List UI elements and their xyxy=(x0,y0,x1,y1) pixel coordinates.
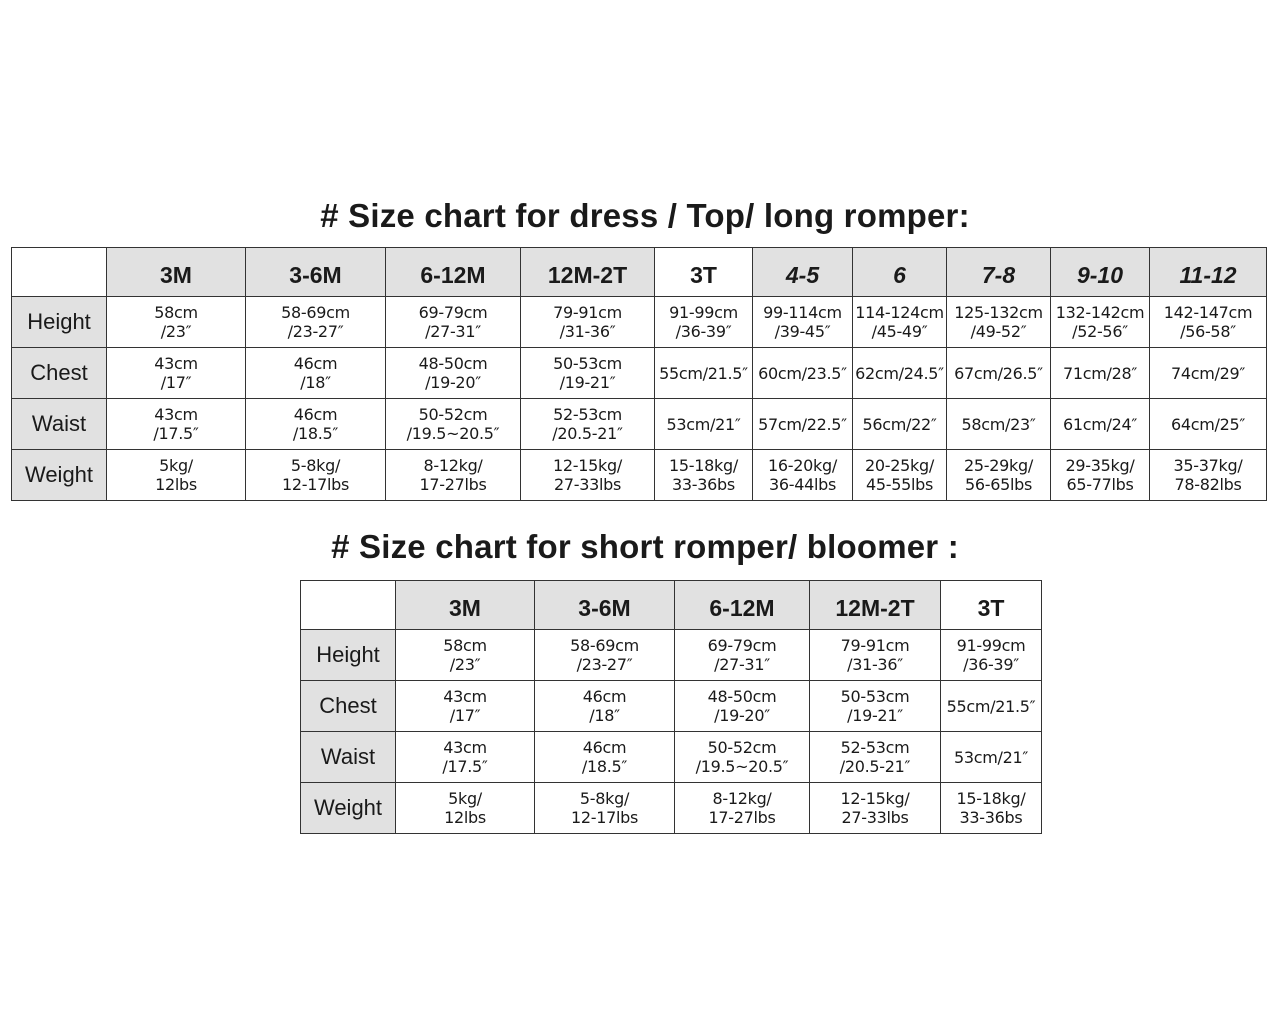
value-line-2: 27-33lbs xyxy=(553,475,622,494)
size-value-cell xyxy=(521,297,655,348)
size-value-cell xyxy=(521,450,655,501)
size-value-cell xyxy=(655,399,753,450)
value-line-1: 74cm/29″ xyxy=(1170,363,1246,383)
value-line-2: /31-36″ xyxy=(847,655,903,674)
corner-cell xyxy=(301,581,396,630)
size-header: 4-5 xyxy=(753,248,853,297)
size-value-cell xyxy=(810,783,941,834)
size-value-cell xyxy=(655,348,753,399)
value-line-1: 62cm/24.5″ xyxy=(855,363,944,383)
value-line-1: 52-53cm xyxy=(840,738,910,757)
value-line-1: 52-53cm xyxy=(553,405,622,424)
value-line-1: 15-18kg/ xyxy=(956,789,1026,808)
value-line-2: /17″ xyxy=(449,706,481,725)
value-line-2: 17-27lbs xyxy=(708,808,776,827)
value-line-1: 114-124cm xyxy=(855,303,944,322)
size-value-cell xyxy=(753,450,853,501)
size-header: 9-10 xyxy=(1051,248,1150,297)
value-line-2: /17″ xyxy=(160,373,192,392)
value-line-1: 55cm/21.5″ xyxy=(659,363,748,383)
value-line-2: 12lbs xyxy=(155,475,197,494)
value-line-2: /49-52″ xyxy=(970,322,1027,341)
size-value-cell xyxy=(396,630,535,681)
value-line-1: 67cm/26.5″ xyxy=(954,363,1043,383)
value-line-2: /27-31″ xyxy=(425,322,481,341)
value-line-2: 33-36bs xyxy=(959,808,1023,827)
value-line-1: 58cm/23″ xyxy=(961,414,1036,434)
value-line-2: /52-56″ xyxy=(1072,322,1128,341)
row-label: Waist xyxy=(12,399,107,450)
size-value-cell xyxy=(947,297,1051,348)
value-line-2: 36-44lbs xyxy=(768,475,837,494)
value-line-2: /19.5~20.5″ xyxy=(406,424,500,443)
dress-size-table xyxy=(11,247,1267,501)
size-value-cell xyxy=(675,630,810,681)
size-header: 6-12M xyxy=(386,248,521,297)
size-value-cell xyxy=(1150,297,1267,348)
value-line-1: 50-53cm xyxy=(840,687,910,706)
size-value-cell xyxy=(753,297,853,348)
size-header-row xyxy=(301,581,1042,630)
row-label: Chest xyxy=(301,681,396,732)
value-line-2: /27-31″ xyxy=(714,655,770,674)
value-line-1: 57cm/22.5″ xyxy=(758,414,847,434)
value-line-1: 43cm xyxy=(443,738,487,757)
value-line-2: /23-27″ xyxy=(287,322,344,341)
value-line-2: 17-27lbs xyxy=(419,475,487,494)
size-value-cell xyxy=(107,450,246,501)
value-line-1: 46cm xyxy=(293,354,338,373)
value-line-1: 50-52cm xyxy=(707,738,777,757)
size-value-cell xyxy=(753,348,853,399)
size-header: 3T xyxy=(655,248,753,297)
row-label: Height xyxy=(301,630,396,681)
value-line-1: 43cm xyxy=(154,354,198,373)
value-line-1: 29-35kg/ xyxy=(1065,456,1135,475)
value-line-1: 35-37kg/ xyxy=(1173,456,1243,475)
value-line-2: /23-27″ xyxy=(576,655,633,674)
size-value-cell xyxy=(107,297,246,348)
value-line-1: 46cm xyxy=(582,687,627,706)
size-value-cell xyxy=(941,732,1042,783)
measurement-row-chest xyxy=(12,348,1267,399)
size-value-cell xyxy=(535,630,675,681)
value-line-1: 48-50cm xyxy=(418,354,488,373)
size-value-cell xyxy=(107,348,246,399)
row-label: Chest xyxy=(12,348,107,399)
value-line-1: 12-15kg/ xyxy=(840,789,910,808)
value-line-2: /39-45″ xyxy=(774,322,831,341)
size-value-cell xyxy=(853,297,947,348)
size-value-cell xyxy=(947,348,1051,399)
measurement-row-height xyxy=(301,630,1042,681)
value-line-2: 12-17lbs xyxy=(281,475,350,494)
value-line-1: 16-20kg/ xyxy=(768,456,837,475)
size-header: 3T xyxy=(941,581,1042,630)
value-line-1: 79-91cm xyxy=(553,303,622,322)
value-line-1: 58-69cm xyxy=(570,636,639,655)
value-line-1: 8-12kg/ xyxy=(712,789,772,808)
size-value-cell xyxy=(1051,297,1150,348)
size-value-cell xyxy=(941,681,1042,732)
size-value-cell xyxy=(521,348,655,399)
size-value-cell xyxy=(246,399,386,450)
size-header: 3-6M xyxy=(535,581,675,630)
size-value-cell xyxy=(675,783,810,834)
size-header: 7-8 xyxy=(947,248,1051,297)
size-value-cell xyxy=(947,450,1051,501)
value-line-1: 69-79cm xyxy=(707,636,777,655)
size-value-cell xyxy=(246,297,386,348)
row-label: Weight xyxy=(12,450,107,501)
size-value-cell xyxy=(386,450,521,501)
value-line-1: 60cm/23.5″ xyxy=(758,363,847,383)
value-line-1: 15-18kg/ xyxy=(669,456,738,475)
value-line-2: /18.5″ xyxy=(581,757,628,776)
value-line-2: 56-65lbs xyxy=(964,475,1033,494)
size-value-cell xyxy=(753,399,853,450)
row-label: Height xyxy=(12,297,107,348)
value-line-1: 25-29kg/ xyxy=(964,456,1033,475)
measurement-row-waist xyxy=(301,732,1042,783)
measurement-row-height xyxy=(12,297,1267,348)
size-header: 3-6M xyxy=(246,248,386,297)
size-value-cell xyxy=(810,732,941,783)
value-line-2: 65-77lbs xyxy=(1066,475,1134,494)
value-line-2: /19-20″ xyxy=(425,373,481,392)
dress-size-chart-title: # Size chart for dress / Top/ long romper: xyxy=(320,197,970,234)
size-header: 12M-2T xyxy=(521,248,655,297)
size-header: 11-12 xyxy=(1150,248,1267,297)
size-value-cell xyxy=(396,681,535,732)
size-value-cell xyxy=(386,348,521,399)
value-line-1: 125-132cm xyxy=(954,303,1043,322)
value-line-1: 142-147cm xyxy=(1163,303,1253,322)
value-line-1: 58cm xyxy=(443,636,487,655)
size-value-cell xyxy=(396,783,535,834)
size-value-cell xyxy=(396,732,535,783)
value-line-2: /19-21″ xyxy=(847,706,903,725)
value-line-1: 55cm/21.5″ xyxy=(946,696,1036,716)
value-line-1: 43cm xyxy=(154,405,198,424)
value-line-2: /23″ xyxy=(449,655,481,674)
row-label: Waist xyxy=(301,732,396,783)
value-line-2: /19.5~20.5″ xyxy=(695,757,789,776)
size-value-cell xyxy=(853,348,947,399)
value-line-1: 91-99cm xyxy=(956,636,1026,655)
romper-size-table xyxy=(300,580,1042,834)
value-line-1: 43cm xyxy=(443,687,487,706)
measurement-row-chest xyxy=(301,681,1042,732)
size-header: 3M xyxy=(107,248,246,297)
value-line-2: 33-36bs xyxy=(672,475,735,494)
size-value-cell xyxy=(521,399,655,450)
value-line-2: 12lbs xyxy=(444,808,486,827)
value-line-2: /56-58″ xyxy=(1180,322,1236,341)
size-value-cell xyxy=(1150,348,1267,399)
size-header: 6 xyxy=(853,248,947,297)
measurement-row-weight xyxy=(12,450,1267,501)
size-value-cell xyxy=(246,348,386,399)
size-value-cell xyxy=(810,630,941,681)
value-line-1: 58-69cm xyxy=(281,303,350,322)
value-line-1: 69-79cm xyxy=(418,303,488,322)
value-line-2: /18″ xyxy=(300,373,331,392)
value-line-1: 58cm xyxy=(154,303,198,322)
romper-size-chart-title: # Size chart for short romper/ bloomer : xyxy=(331,528,959,565)
value-line-2: 12-17lbs xyxy=(570,808,639,827)
value-line-2: /36-39″ xyxy=(675,322,732,341)
value-line-2: /20.5-21″ xyxy=(552,424,623,443)
value-line-1: 48-50cm xyxy=(707,687,777,706)
size-value-cell xyxy=(386,297,521,348)
size-header-row xyxy=(12,248,1267,297)
value-line-1: 46cm xyxy=(293,405,338,424)
value-line-1: 50-53cm xyxy=(553,354,622,373)
value-line-2: /23″ xyxy=(160,322,192,341)
value-line-2: /17.5″ xyxy=(442,757,488,776)
value-line-1: 64cm/25″ xyxy=(1170,414,1246,434)
value-line-1: 5-8kg/ xyxy=(579,789,630,808)
value-line-2: /36-39″ xyxy=(963,655,1019,674)
size-value-cell xyxy=(535,681,675,732)
value-line-2: /18.5″ xyxy=(292,424,339,443)
size-value-cell xyxy=(947,399,1051,450)
row-label: Weight xyxy=(301,783,396,834)
value-line-1: 8-12kg/ xyxy=(423,456,483,475)
value-line-1: 12-15kg/ xyxy=(553,456,622,475)
size-value-cell xyxy=(941,630,1042,681)
value-line-2: /20.5-21″ xyxy=(839,757,911,776)
size-value-cell xyxy=(655,297,753,348)
value-line-1: 50-52cm xyxy=(418,405,488,424)
value-line-1: 53cm/21″ xyxy=(953,747,1029,767)
size-value-cell xyxy=(1051,399,1150,450)
size-value-cell xyxy=(535,783,675,834)
size-header: 3M xyxy=(396,581,535,630)
value-line-2: /17.5″ xyxy=(153,424,199,443)
measurement-row-waist xyxy=(12,399,1267,450)
size-value-cell xyxy=(675,681,810,732)
size-value-cell xyxy=(810,681,941,732)
value-line-1: 79-91cm xyxy=(840,636,910,655)
value-line-2: /45-49″ xyxy=(871,322,928,341)
size-value-cell xyxy=(655,450,753,501)
corner-cell xyxy=(12,248,107,297)
value-line-1: 5kg/ xyxy=(159,456,193,475)
size-value-cell xyxy=(535,732,675,783)
value-line-1: 5kg/ xyxy=(448,789,482,808)
value-line-2: /18″ xyxy=(589,706,620,725)
value-line-1: 46cm xyxy=(582,738,627,757)
size-value-cell xyxy=(853,399,947,450)
size-value-cell xyxy=(1051,450,1150,501)
size-value-cell xyxy=(1150,399,1267,450)
measurement-row-weight xyxy=(301,783,1042,834)
value-line-1: 5-8kg/ xyxy=(290,456,341,475)
size-value-cell xyxy=(107,399,246,450)
size-header: 12M-2T xyxy=(810,581,941,630)
value-line-1: 20-25kg/ xyxy=(865,456,934,475)
value-line-2: /19-20″ xyxy=(714,706,770,725)
size-value-cell xyxy=(853,450,947,501)
size-value-cell xyxy=(246,450,386,501)
value-line-2: /31-36″ xyxy=(559,322,616,341)
size-value-cell xyxy=(1150,450,1267,501)
value-line-2: 78-82lbs xyxy=(1174,475,1242,494)
size-value-cell xyxy=(386,399,521,450)
value-line-2: /19-21″ xyxy=(559,373,616,392)
value-line-1: 61cm/24″ xyxy=(1062,414,1138,434)
value-line-1: 56cm/22″ xyxy=(862,414,937,434)
value-line-2: 45-55lbs xyxy=(865,475,934,494)
size-header: 6-12M xyxy=(675,581,810,630)
value-line-2: 27-33lbs xyxy=(841,808,909,827)
size-value-cell xyxy=(941,783,1042,834)
size-value-cell xyxy=(675,732,810,783)
size-value-cell xyxy=(1051,348,1150,399)
value-line-1: 132-142cm xyxy=(1055,303,1145,322)
value-line-1: 91-99cm xyxy=(669,303,738,322)
value-line-1: 71cm/28″ xyxy=(1062,363,1138,383)
value-line-1: 53cm/21″ xyxy=(666,414,741,434)
value-line-1: 99-114cm xyxy=(763,303,842,322)
